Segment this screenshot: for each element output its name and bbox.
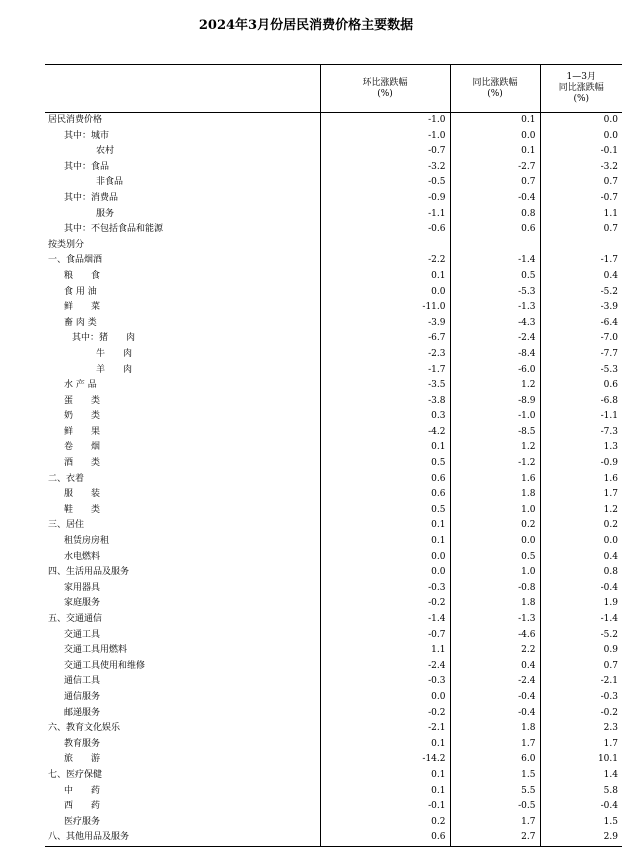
row-mom-value: 0.5: [320, 503, 450, 519]
row-mom-value: 0.6: [320, 472, 450, 488]
row-label: 水 产 品: [64, 380, 97, 391]
row-ytd-value: 1.4: [540, 768, 622, 784]
row-label: 家用器具: [64, 582, 101, 593]
row-mom-value: 0.0: [320, 285, 450, 301]
row-label: 旅 游: [64, 754, 101, 765]
row-ytd-value: 2.3: [540, 721, 622, 737]
row-mom-value: -3.5: [320, 378, 450, 394]
row-label: 西 药: [64, 801, 101, 812]
row-label: 鲜 果: [64, 426, 101, 437]
table-body: [45, 113, 622, 847]
row-yoy-value: 1.8: [450, 596, 540, 612]
row-label: 鞋 类: [64, 504, 101, 515]
row-label: 其中：不包括食品和能源: [64, 224, 164, 235]
row-yoy-value: -1.2: [450, 456, 540, 472]
row-label: 牛 肉: [96, 348, 133, 359]
row-ytd-value: -0.2: [540, 706, 622, 722]
table-row: [45, 581, 622, 597]
table-row: [45, 285, 622, 301]
row-ytd-value: 0.8: [540, 565, 622, 581]
row-mom-value: -1.4: [320, 612, 450, 628]
row-mom-value: -0.7: [320, 144, 450, 160]
row-ytd-value: -7.3: [540, 425, 622, 441]
table-header-row: [45, 65, 622, 113]
row-yoy-value: 1.2: [450, 378, 540, 394]
row-ytd-value: -0.9: [540, 456, 622, 472]
row-yoy-value: -2.7: [450, 160, 540, 176]
row-yoy-value: -8.4: [450, 347, 540, 363]
row-mom-value: -6.7: [320, 331, 450, 347]
row-yoy-value: -8.5: [450, 425, 540, 441]
row-yoy-value: -1.3: [450, 612, 540, 628]
row-mom-value: 0.6: [320, 830, 450, 846]
row-label: 羊 肉: [96, 364, 133, 375]
table-row: [45, 503, 622, 519]
row-mom-value: -0.3: [320, 581, 450, 597]
row-ytd-value: 1.7: [540, 737, 622, 753]
row-mom-value: -4.2: [320, 425, 450, 441]
row-yoy-value: 1.0: [450, 565, 540, 581]
row-ytd-value: -1.7: [540, 253, 622, 269]
table-row: [45, 347, 622, 363]
row-yoy-value: -4.6: [450, 628, 540, 644]
row-label: 五、交通通信: [48, 614, 103, 624]
table-row: [45, 799, 622, 815]
row-yoy-value: [450, 238, 540, 254]
row-ytd-value: -0.1: [540, 144, 622, 160]
table-row: [45, 440, 622, 456]
row-ytd-value: -5.3: [540, 363, 622, 379]
row-label: 按类别分: [48, 239, 85, 250]
row-ytd-value: -3.2: [540, 160, 622, 176]
row-yoy-value: 1.8: [450, 487, 540, 503]
row-mom-value: 1.1: [320, 643, 450, 659]
table-row: [45, 534, 622, 550]
table-row: [45, 518, 622, 534]
row-label: 服 装: [64, 489, 101, 500]
row-ytd-value: 5.8: [540, 784, 622, 800]
header-item-column: [45, 65, 320, 113]
row-ytd-value: -0.4: [540, 581, 622, 597]
row-ytd-value: 0.7: [540, 222, 622, 238]
row-mom-value: -0.2: [320, 706, 450, 722]
row-yoy-value: 0.1: [450, 144, 540, 160]
row-label: 邮递服务: [64, 707, 101, 718]
row-ytd-value: -1.4: [540, 612, 622, 628]
row-label: 中 药: [64, 785, 101, 796]
row-label: 通信工具: [64, 676, 101, 687]
row-label: 二、衣着: [48, 473, 85, 484]
row-ytd-value: [540, 238, 622, 254]
table-row: [45, 628, 622, 644]
header-mom-change: 环比涨跌幅 (%): [320, 65, 450, 113]
row-mom-value: -2.1: [320, 721, 450, 737]
row-ytd-value: 0.7: [540, 659, 622, 675]
table-row: [45, 425, 622, 441]
row-label: 其中：猪 肉: [72, 333, 136, 344]
table-row: [45, 659, 622, 675]
table-row: [45, 565, 622, 581]
row-ytd-value: 0.6: [540, 378, 622, 394]
row-mom-value: -0.7: [320, 628, 450, 644]
row-mom-value: 0.1: [320, 440, 450, 456]
table-row: [45, 238, 622, 254]
row-yoy-value: -2.4: [450, 674, 540, 690]
row-yoy-value: -0.4: [450, 191, 540, 207]
table-row: [45, 721, 622, 737]
table-row: [45, 113, 622, 129]
row-yoy-value: 1.7: [450, 815, 540, 831]
row-label: 交通工具使用和维修: [64, 660, 146, 671]
table-row: [45, 160, 622, 176]
row-yoy-value: 1.8: [450, 721, 540, 737]
row-ytd-value: -7.0: [540, 331, 622, 347]
row-mom-value: -1.1: [320, 207, 450, 223]
row-mom-value: [320, 238, 450, 254]
table-row: [45, 674, 622, 690]
row-ytd-value: 2.9: [540, 830, 622, 846]
row-ytd-value: -6.4: [540, 316, 622, 332]
row-mom-value: -0.2: [320, 596, 450, 612]
table-row: [45, 191, 622, 207]
row-ytd-value: 0.2: [540, 518, 622, 534]
row-ytd-value: 10.1: [540, 752, 622, 768]
cpi-data-table: [45, 64, 622, 847]
row-label: 家庭服务: [64, 598, 101, 609]
row-label: 其中：城市: [64, 130, 110, 141]
row-mom-value: -0.5: [320, 175, 450, 191]
row-ytd-value: 0.0: [540, 129, 622, 145]
table-row: [45, 129, 622, 145]
row-mom-value: -3.8: [320, 394, 450, 410]
row-yoy-value: 2.7: [450, 830, 540, 846]
table-row: [45, 316, 622, 332]
row-mom-value: -2.4: [320, 659, 450, 675]
header-ytd-yoy-change: 1—3月 同比涨跌幅 (%): [540, 65, 622, 113]
row-yoy-value: -0.4: [450, 690, 540, 706]
row-mom-value: 0.0: [320, 690, 450, 706]
row-label: 粮 食: [64, 270, 101, 281]
row-label: 一、食品烟酒: [48, 255, 103, 266]
row-mom-value: -0.1: [320, 799, 450, 815]
row-ytd-value: 1.7: [540, 487, 622, 503]
row-mom-value: -1.0: [320, 113, 450, 129]
row-yoy-value: 1.0: [450, 503, 540, 519]
header-yoy-change: 同比涨跌幅 (%): [450, 65, 540, 113]
table-row: [45, 550, 622, 566]
row-mom-value: -1.0: [320, 129, 450, 145]
row-yoy-value: 0.4: [450, 659, 540, 675]
page-title: 2024年3月份居民消费价格主要数据: [198, 18, 414, 33]
row-ytd-value: -5.2: [540, 628, 622, 644]
row-label: 其中：消费品: [64, 192, 119, 203]
table-row: [45, 409, 622, 425]
row-mom-value: -0.3: [320, 674, 450, 690]
row-yoy-value: 1.7: [450, 737, 540, 753]
row-ytd-value: 1.3: [540, 440, 622, 456]
row-label: 鲜 菜: [64, 302, 101, 313]
table-row: [45, 456, 622, 472]
table-row: [45, 830, 622, 846]
table-row: [45, 752, 622, 768]
row-yoy-value: -1.0: [450, 409, 540, 425]
row-mom-value: -2.2: [320, 253, 450, 269]
row-label: 水电燃料: [64, 551, 101, 562]
row-ytd-value: 1.1: [540, 207, 622, 223]
row-label: 奶 类: [64, 411, 101, 422]
row-ytd-value: 1.6: [540, 472, 622, 488]
row-mom-value: -11.0: [320, 300, 450, 316]
row-yoy-value: 1.2: [450, 440, 540, 456]
row-mom-value: 0.1: [320, 768, 450, 784]
table-row: [45, 706, 622, 722]
table-row: [45, 175, 622, 191]
row-mom-value: 0.1: [320, 269, 450, 285]
table-row: [45, 643, 622, 659]
row-yoy-value: 1.5: [450, 768, 540, 784]
row-ytd-value: -0.7: [540, 191, 622, 207]
row-label: 非食品: [96, 177, 124, 188]
row-yoy-value: -0.5: [450, 799, 540, 815]
row-yoy-value: -1.3: [450, 300, 540, 316]
row-mom-value: 0.2: [320, 815, 450, 831]
row-mom-value: 0.1: [320, 784, 450, 800]
row-label: 通信服务: [64, 691, 101, 702]
row-label: 七、医疗保健: [48, 769, 103, 780]
row-mom-value: 0.0: [320, 565, 450, 581]
row-ytd-value: -6.8: [540, 394, 622, 410]
row-yoy-value: -1.4: [450, 253, 540, 269]
table-row: [45, 394, 622, 410]
table-row: [45, 737, 622, 753]
row-label: 其中：食品: [64, 161, 110, 172]
table-row: [45, 253, 622, 269]
row-label: 医疗服务: [64, 816, 101, 827]
row-label: 卷 烟: [64, 442, 101, 453]
row-yoy-value: -5.3: [450, 285, 540, 301]
table-row: [45, 612, 622, 628]
row-yoy-value: 5.5: [450, 784, 540, 800]
row-ytd-value: -1.1: [540, 409, 622, 425]
row-label: 交通工具用燃料: [64, 645, 128, 656]
row-mom-value: 0.5: [320, 456, 450, 472]
row-yoy-value: -0.4: [450, 706, 540, 722]
row-mom-value: 0.6: [320, 487, 450, 503]
table-row: [45, 144, 622, 160]
row-ytd-value: 1.5: [540, 815, 622, 831]
row-mom-value: -2.3: [320, 347, 450, 363]
row-yoy-value: 0.5: [450, 269, 540, 285]
row-ytd-value: -7.7: [540, 347, 622, 363]
row-yoy-value: 0.0: [450, 129, 540, 145]
table-row: [45, 331, 622, 347]
row-mom-value: -14.2: [320, 752, 450, 768]
row-ytd-value: 1.2: [540, 503, 622, 519]
table-row: [45, 690, 622, 706]
row-mom-value: 0.1: [320, 534, 450, 550]
row-yoy-value: 2.2: [450, 643, 540, 659]
row-yoy-value: -4.3: [450, 316, 540, 332]
row-mom-value: -3.2: [320, 160, 450, 176]
row-label: 租赁房房租: [64, 536, 110, 547]
row-yoy-value: -6.0: [450, 363, 540, 379]
row-label: 教育服务: [64, 738, 101, 749]
row-yoy-value: 0.6: [450, 222, 540, 238]
row-yoy-value: 0.7: [450, 175, 540, 191]
row-mom-value: 0.1: [320, 737, 450, 753]
row-label: 农村: [96, 146, 115, 157]
row-label: 四、生活用品及服务: [48, 567, 130, 578]
row-ytd-value: 0.7: [540, 175, 622, 191]
row-mom-value: -0.6: [320, 222, 450, 238]
row-label: 蛋 类: [64, 395, 101, 406]
row-label: 居民消费价格: [48, 115, 103, 125]
row-yoy-value: 0.0: [450, 534, 540, 550]
row-label: 畜 肉 类: [64, 317, 97, 328]
row-yoy-value: 1.6: [450, 472, 540, 488]
row-ytd-value: 0.4: [540, 269, 622, 285]
row-label: 酒 类: [64, 458, 101, 469]
row-label: 食 用 油: [64, 286, 97, 297]
table-row: [45, 222, 622, 238]
table-row: [45, 300, 622, 316]
row-label: 交通工具: [64, 629, 101, 640]
row-mom-value: 0.1: [320, 518, 450, 534]
row-ytd-value: -3.9: [540, 300, 622, 316]
row-mom-value: 0.3: [320, 409, 450, 425]
row-yoy-value: 0.1: [450, 113, 540, 129]
row-mom-value: -1.7: [320, 363, 450, 379]
row-ytd-value: -5.2: [540, 285, 622, 301]
row-ytd-value: 0.4: [540, 550, 622, 566]
table-row: [45, 472, 622, 488]
table-row: [45, 815, 622, 831]
row-label: 六、教育文化娱乐: [48, 723, 121, 734]
table-row: [45, 207, 622, 223]
row-ytd-value: 0.0: [540, 113, 622, 129]
row-ytd-value: -0.4: [540, 799, 622, 815]
table-row: [45, 784, 622, 800]
row-yoy-value: 0.5: [450, 550, 540, 566]
row-yoy-value: -8.9: [450, 394, 540, 410]
table-row: [45, 596, 622, 612]
row-ytd-value: 0.9: [540, 643, 622, 659]
table-row: [45, 363, 622, 379]
row-label: 服务: [96, 208, 115, 219]
row-label: 三、居住: [48, 520, 85, 531]
row-yoy-value: -0.8: [450, 581, 540, 597]
row-mom-value: -3.9: [320, 316, 450, 332]
row-mom-value: 0.0: [320, 550, 450, 566]
table-row: [45, 269, 622, 285]
row-yoy-value: 0.8: [450, 207, 540, 223]
table-row: [45, 768, 622, 784]
row-mom-value: -0.9: [320, 191, 450, 207]
table-row: [45, 378, 622, 394]
row-yoy-value: 6.0: [450, 752, 540, 768]
row-ytd-value: -0.3: [540, 690, 622, 706]
row-ytd-value: -2.1: [540, 674, 622, 690]
row-yoy-value: -2.4: [450, 331, 540, 347]
row-ytd-value: 1.9: [540, 596, 622, 612]
row-ytd-value: 0.0: [540, 534, 622, 550]
table-row: [45, 487, 622, 503]
row-label: 八、其他用品及服务: [45, 830, 320, 846]
row-yoy-value: 0.2: [450, 518, 540, 534]
